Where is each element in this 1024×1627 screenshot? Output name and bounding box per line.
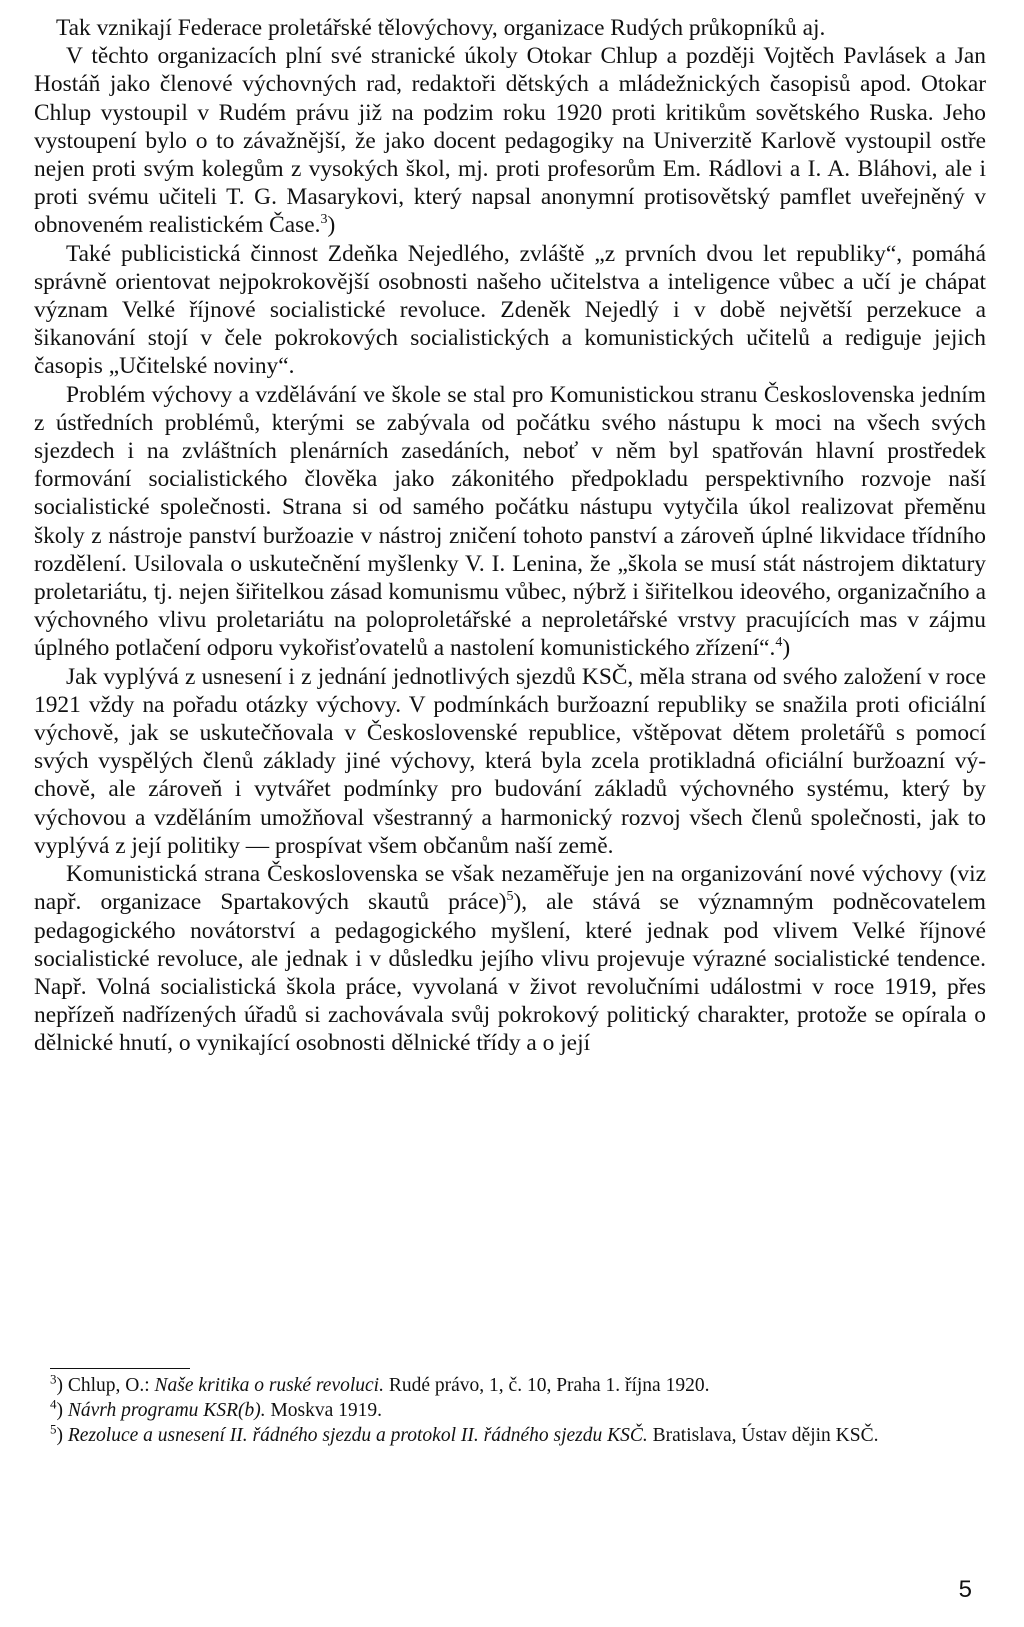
footnote-4: $^4$) Návrh programu KSR(b). Moskva 1919. bbox=[50, 1396, 383, 1421]
document-body bbox=[34, 14, 986, 1058]
paragraph-6: Komunistická strana Československa se však nezaměřuje jen na organizování nové výchovy (viz např. organizace Spartakových skautů práce)$^5$), ale stává se významným podněcovatelem pedagogického novátorství a pedagogického myšlení, které jednak pod vlivem Velké říjnové socialistické revoluce, ale jednak i v důsledku jejího vlivu projevuje výrazné socialistické tendence. Např. Volná socialistická škola práce, vyvolaná v život revolučními událostmi v roce 1919, přes nepřízeň nadřízených úřadů si zachovávala svůj pokrokový politický charakter, protože se opírala o dělnické hnutí, o vynikající osobnosti dělnické třídy a o její bbox=[34, 861, 986, 1057]
footnote-ref-4: 4 bbox=[775, 635, 783, 651]
footnote-ref-5: 5 bbox=[506, 889, 514, 905]
paragraph-5: Jak vyplývá z usnesení i z jednání jednotlivých sjezdů KSČ, měla strana od svého založení v roce 1921 vždy na pořadu otázky výchovy. V podmínkách buržoazní republiky se snažila proti oficiální výchově, jak se uskutečňovala v Československé republice, vštěpovat dětem proletářů s pomocí svých vyspělých členů základy jiné výchovy, která byla zcela protikladná oficiální buržoazní výchově, ale zároveň i vytvářet podmínky pro budování základů výchovného systému, který by výchovou a vzděláním umožňoval všestranný a harmonický rozvoj všech členů společnosti, jak to vyplývá z její politiky — prospívat všem občanům naší země. bbox=[34, 663, 986, 859]
paragraph-3: Také publicistická činnost Zdeňka Nejedlého, zvláště „z prvních dvou let republiky“, pomáhá správně orientovat nejpokrokovější osobnosti našeho učitelstva a inteligence vůbec a učí je chápat význam Velké říjnové socialistické revoluce. Zdeněk Nejedlý i v době největší perzekuce a šikanování stojí v čele pokrokových socialistických a komunistických učitelů a rediguje jejich časopis „Učitelské noviny“. bbox=[34, 240, 986, 380]
page-number: 5 bbox=[958, 1576, 972, 1603]
footnote-5: $^5$) Rezoluce a usnesení II. řádného sjezdu a protokol II. řádného sjezdu KSČ. Bratislava, Ústav dějin KSČ. bbox=[50, 1421, 879, 1446]
footnote-3: $^3$) Chlup, O.: Naše kritika o ruské revoluci. Rudé právo, 1, č. 10, Praha 1. října 1920. bbox=[50, 1371, 710, 1396]
footnote-separator bbox=[50, 1368, 190, 1369]
paragraph-1: Tak vznikají Federace proletářské tělovýchovy, organizace Rudých průkopníků aj. bbox=[56, 15, 826, 41]
footnotes bbox=[34, 1368, 986, 1448]
paragraph-2: V těchto organizacích plní své stranické úkoly Otokar Chlup a později Vojtěch Pavlásek a Jan Hostáň jako členové výchovných rad, redaktoři dětských a mládežnických časopisů apod. Otokar Chlup vystoupil v Rudém právu již na podzim roku 1920 proti kritikům sovětského Ruska. Jeho vystoupení bylo o to závažnější, že jako docent pedagogiky na Univerzitě Karlově vystoupil ostře nejen proti svým kolegům z vysokých škol, mj. proti profesorům Em. Rádlovi a I. A. Bláhovi, ale i proti svému učiteli T. G. Masarykovi, který napsal anonymní protisovětský pamflet uveřejněný v obnoveném realistickém Čase.$^3$) bbox=[34, 43, 986, 239]
paragraph-4: Problém výchovy a vzdělávání ve škole se stal pro Komunistickou stranu Československa jedním z ústředních problémů, kterými se zabývala od počátku svého nástupu k moci na všech svých sjezdech i na zvláštních plenárních zasedáních, neboť v něm byl spatřován hlavní prostředek formování socialistického člověka jako zákonitého předpokladu perspektivního rozvoje naší socialistické společnosti. Strana si od samého počátku nástupu vytyčila úkol realizovat přeměnu školy z nástroje panství buržoazie v nástroj zničení tohoto panství a zároveň úplné likvidace třídního rozdělení. Usilovala o uskutečnění myšlenky V. I. Lenina, že „škola se musí stát nástrojem diktatury proletariátu, tj. nejen šiřitelkou zásad komunismu vůbec, nýbrž i šiřitelkou ideového, organizačního a výchovného vlivu proletariátu na poloproletářské a neproletářské vrstvy pracujících mas v zájmu úplného potlačení odporu vykořisťovatelů a nastolení komunistického zřízení“.$^4$) bbox=[34, 381, 986, 662]
footnote-ref-3: 3 bbox=[320, 212, 328, 228]
